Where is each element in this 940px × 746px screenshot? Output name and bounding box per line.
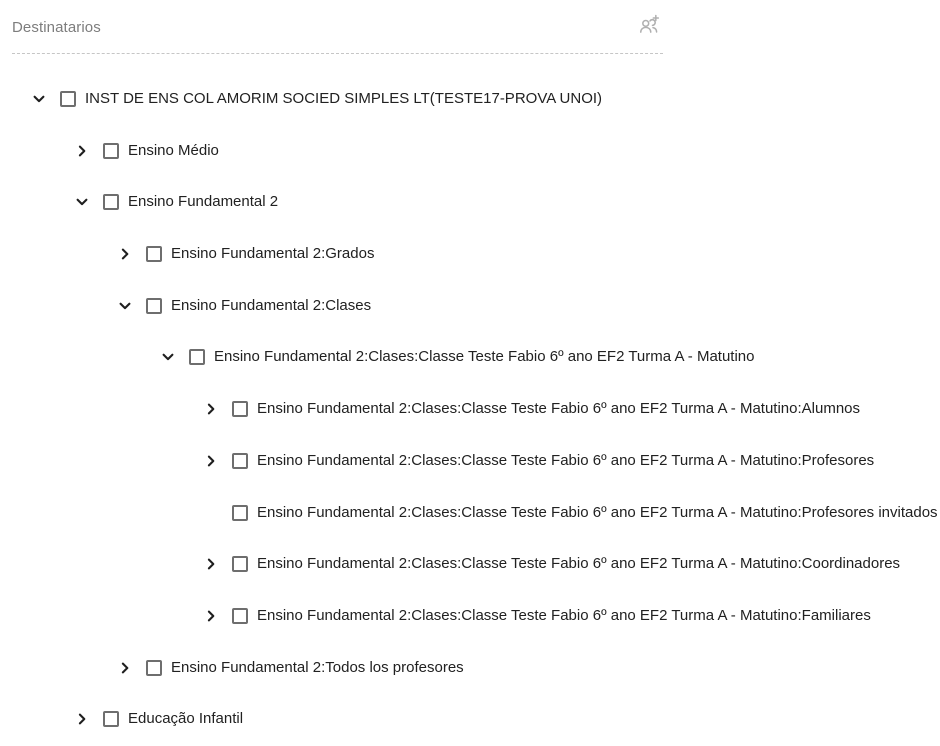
- tree-row: [0, 89, 940, 109]
- chevron-down-icon[interactable]: [161, 350, 175, 364]
- chevron-right-icon[interactable]: [75, 712, 89, 726]
- chevron-down-icon[interactable]: [75, 195, 89, 209]
- tree-node-label: Ensino Fundamental 2:Clases:Classe Teste Fabio 6º ano EF2 Turma A - Matutino:Familiares: [257, 606, 871, 624]
- tree-row: [0, 503, 940, 523]
- checkbox[interactable]: [146, 660, 162, 676]
- recipients-label: Destinatarios: [12, 19, 101, 36]
- checkbox[interactable]: [103, 194, 119, 210]
- tree-row: [0, 399, 940, 419]
- tree-node-label: Ensino Fundamental 2:Clases:Classe Teste Fabio 6º ano EF2 Turma A - Matutino:Coordinadores: [257, 555, 901, 573]
- tree-node-label: Ensino Fundamental 2: [128, 193, 279, 211]
- chevron-right-icon[interactable]: [118, 247, 132, 261]
- recipients-tree: [0, 54, 940, 729]
- tree-row: [0, 296, 940, 316]
- tree-row: [0, 658, 940, 678]
- checkbox[interactable]: [232, 608, 248, 624]
- tree-row: [0, 451, 940, 471]
- checkbox[interactable]: [103, 143, 119, 159]
- tree-node-label: Ensino Fundamental 2:Clases:Classe Teste Fabio 6º ano EF2 Turma A - Matutino: [214, 348, 755, 366]
- chevron-right-icon[interactable]: [118, 661, 132, 675]
- tree-row: [0, 141, 940, 161]
- tree-row: [0, 554, 940, 574]
- tree-node-label: Ensino Fundamental 2:Grados: [171, 245, 375, 263]
- chevron-right-icon[interactable]: [204, 609, 218, 623]
- checkbox[interactable]: [103, 711, 119, 727]
- checkbox[interactable]: [232, 401, 248, 417]
- checkbox[interactable]: [60, 91, 76, 107]
- tree-node-label: Ensino Fundamental 2:Clases:Classe Teste Fabio 6º ano EF2 Turma A - Matutino:Profesores invitados: [257, 503, 938, 521]
- tree-node-label: Ensino Fundamental 2:Clases: [171, 296, 372, 314]
- chevron-right-icon[interactable]: [204, 402, 218, 416]
- tree-node-label: Ensino Fundamental 2:Clases:Classe Teste Fabio 6º ano EF2 Turma A - Matutino:Alumnos: [257, 400, 861, 418]
- tree-row: [0, 606, 940, 626]
- tree-row: [0, 244, 940, 264]
- tree-node-label: Ensino Fundamental 2:Todos los profesores: [171, 658, 464, 676]
- chevron-right-icon[interactable]: [204, 454, 218, 468]
- chevron-right-icon[interactable]: [204, 557, 218, 571]
- tree-row: [0, 192, 940, 212]
- tree-node-label: Ensino Fundamental 2:Clases:Classe Teste Fabio 6º ano EF2 Turma A - Matutino:Profesores: [257, 451, 875, 469]
- tree-row: [0, 709, 940, 729]
- chevron-down-icon[interactable]: [118, 299, 132, 313]
- tree-row: [0, 347, 940, 367]
- checkbox[interactable]: [232, 453, 248, 469]
- checkbox[interactable]: [189, 349, 205, 365]
- checkbox[interactable]: [146, 246, 162, 262]
- tree-node-label: INST DE ENS COL AMORIM SOCIED SIMPLES LT(TESTE17-PROVA UNOI): [85, 90, 603, 107]
- group-add-icon[interactable]: [636, 12, 662, 38]
- tree-node-label: Educação Infantil: [128, 710, 244, 728]
- checkbox[interactable]: [232, 505, 248, 521]
- recipients-field: [12, 0, 663, 54]
- chevron-right-icon[interactable]: [75, 144, 89, 158]
- tree-node-label: Ensino Médio: [128, 141, 219, 159]
- checkbox[interactable]: [232, 556, 248, 572]
- checkbox[interactable]: [146, 298, 162, 314]
- chevron-down-icon[interactable]: [32, 92, 46, 106]
